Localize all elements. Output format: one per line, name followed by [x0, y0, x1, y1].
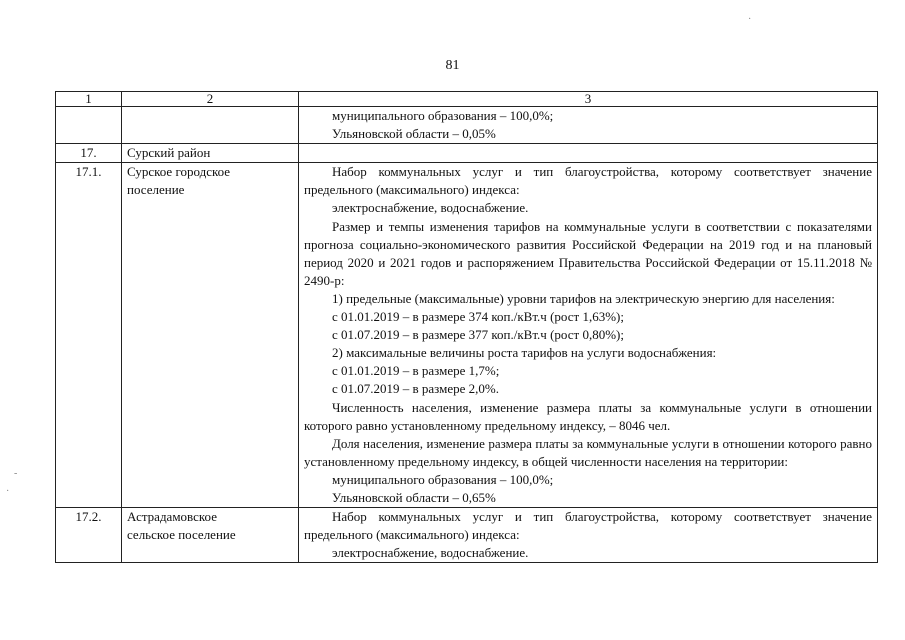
paragraph: муниципального образования – 100,0%; [332, 471, 554, 487]
continuation-row [56, 107, 878, 144]
paragraph: Доля населения, изменение размера платы за коммунальные услуги в отношении которого равно установленному предельному индексу, в общей численности населения на территории: [304, 435, 872, 469]
paragraph: Набор коммунальных услуг и тип благоустройства, которому соответствует значение предельного (максимального) индекса: [304, 509, 872, 543]
paragraph: с 01.07.2019 – в размере 2,0%. [332, 381, 499, 397]
paragraph: 2) максимальные величины роста тарифов на услуги водоснабжения: [332, 345, 717, 361]
column-header-2: 2 [122, 92, 299, 107]
paragraph: 1) предельные (максимальные) уровни тарифов на электрическую энергию для населения: [332, 290, 835, 306]
table-row [56, 163, 878, 508]
paragraph: с 01.01.2019 – в размере 1,7%; [332, 363, 500, 379]
paragraph: Размер и темпы изменения тарифов на коммунальные услуги в соответствии с показателями прогноза социально-экономического развития Российской Федерации на 2019 год и на плановый период 2020 и 2021 годов и распоряжением Правительства Российской Федерации от 15.11.2018 № 2490-р: [304, 218, 872, 288]
column-header-1: 1 [56, 92, 122, 107]
continuation-line: муниципального образования – 100,0%; [332, 108, 554, 123]
paragraph: с 01.01.2019 – в размере 374 коп./кВт.ч (рост 1,63%); [332, 309, 624, 325]
header-row [56, 92, 878, 107]
paragraph: Численность населения, изменение размера платы за коммунальные услуги в отношении которого равно установленному предельному индексу, – 8046 чел. [304, 399, 872, 433]
scan-speck: · [748, 14, 752, 25]
paragraph: электроснабжение, водоснабжение. [332, 200, 529, 216]
row-number: 17.2. [56, 508, 122, 563]
table-row [56, 508, 878, 563]
column-header-3: 3 [299, 92, 878, 107]
scan-speck: - [14, 468, 18, 479]
tariff-table [55, 91, 878, 563]
section-number: 17. [56, 144, 122, 163]
section-row [56, 144, 878, 163]
section-name: Сурский район [122, 144, 299, 163]
paragraph: Набор коммунальных услуг и тип благоустройства, которому соответствует значение предельного (максимального) индекса: [304, 164, 872, 198]
paragraph: с 01.07.2019 – в размере 377 коп./кВт.ч (рост 0,80%); [332, 327, 624, 343]
settlement-name: Сурское городское поселение [122, 163, 299, 508]
page-number: 81 [445, 58, 460, 73]
settlement-name: Астрадамовское сельское поселение [122, 508, 299, 563]
row-description [299, 163, 878, 508]
row-number: 17.1. [56, 163, 122, 508]
scan-speck: · [6, 486, 10, 497]
paragraph: электроснабжение, водоснабжение. [332, 545, 529, 561]
row-description [299, 508, 878, 563]
paragraph: Ульяновской области – 0,65% [332, 489, 496, 505]
continuation-line: Ульяновской области – 0,05% [332, 126, 496, 142]
